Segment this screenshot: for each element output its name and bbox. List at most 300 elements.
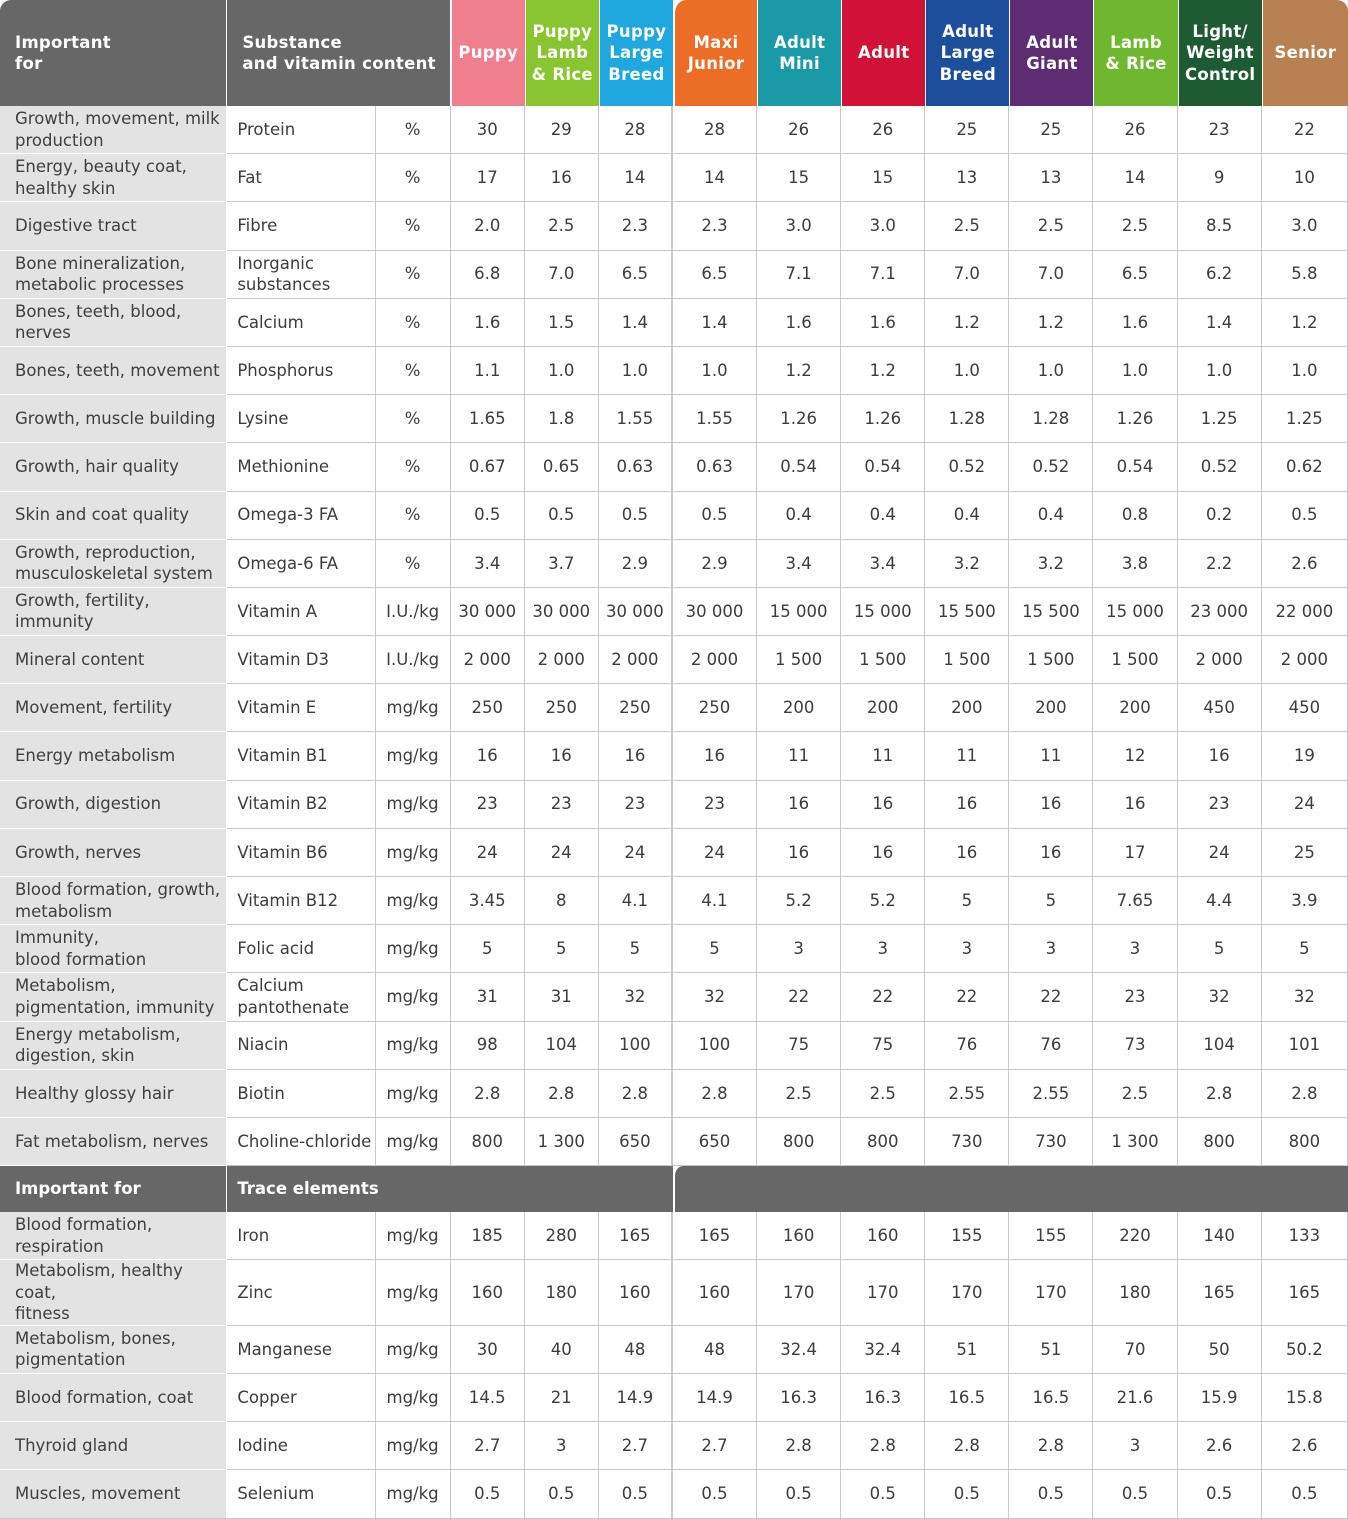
- unit-cell: mg/kg: [376, 684, 451, 732]
- value-cell: 1.28: [925, 395, 1009, 443]
- value-cell: 2.55: [1009, 1070, 1093, 1118]
- value-cell: 1.6: [841, 299, 925, 347]
- substance-cell: Copper: [227, 1374, 375, 1422]
- product-name-line: Weight: [1186, 43, 1254, 63]
- substance-cell: Selenium: [227, 1470, 375, 1518]
- value-cell: 50: [1178, 1326, 1262, 1374]
- value-cell: 2.8: [841, 1422, 925, 1470]
- value-cell: 26: [1093, 106, 1177, 154]
- value-cell: 2 000: [451, 636, 525, 684]
- unit-cell: %: [376, 540, 451, 588]
- value-cell: 12: [1093, 732, 1177, 780]
- substance-cell: Vitamin B12: [227, 877, 375, 925]
- value-cell: 1.0: [1093, 347, 1177, 395]
- value-cell: 140: [1178, 1212, 1262, 1260]
- value-cell: 30: [451, 1326, 525, 1374]
- product-name-line: Puppy: [606, 21, 667, 41]
- value-cell: 2.5: [525, 202, 599, 250]
- unit-cell: %: [376, 251, 451, 299]
- value-cell: 30 000: [673, 588, 757, 636]
- value-cell: 21: [525, 1374, 599, 1422]
- value-cell: 2.5: [757, 1070, 841, 1118]
- unit-cell: mg/kg: [376, 1212, 451, 1260]
- value-cell: 0.5: [525, 492, 599, 540]
- value-cell: 6.5: [673, 251, 757, 299]
- value-cell: 0.5: [599, 492, 673, 540]
- value-cell: 3.9: [1262, 877, 1348, 925]
- product-name-line: Puppy: [458, 43, 519, 63]
- value-cell: 0.5: [525, 1470, 599, 1518]
- table-row: [0, 1070, 1348, 1118]
- value-cell: 1.0: [673, 347, 757, 395]
- unit-cell: mg/kg: [376, 1070, 451, 1118]
- value-cell: 2 000: [673, 636, 757, 684]
- value-cell: 3: [841, 925, 925, 973]
- value-cell: 185: [451, 1212, 525, 1260]
- table-row: [0, 299, 1348, 347]
- value-cell: 1.0: [1262, 347, 1348, 395]
- value-cell: 23: [525, 781, 599, 829]
- value-cell: 3: [1009, 925, 1093, 973]
- substance-cell: Manganese: [227, 1326, 375, 1374]
- value-cell: 0.52: [925, 443, 1009, 491]
- value-cell: 200: [841, 684, 925, 732]
- table-row: [0, 588, 1348, 636]
- header-row: [0, 0, 1348, 106]
- unit-cell: mg/kg: [376, 1118, 451, 1166]
- value-cell: 3: [925, 925, 1009, 973]
- value-cell: 7.65: [1093, 877, 1177, 925]
- value-cell: 0.5: [673, 1470, 757, 1518]
- value-cell: 160: [451, 1260, 525, 1326]
- value-cell: 1.4: [599, 299, 673, 347]
- important-for-cell: Bone mineralization, metabolic processes: [0, 251, 227, 299]
- table-row: [0, 877, 1348, 925]
- table-row: [0, 829, 1348, 877]
- product-name-line: Adult: [773, 32, 826, 52]
- value-cell: 17: [451, 154, 525, 202]
- trace-header-fill: [673, 1166, 1348, 1212]
- value-cell: 16.5: [1009, 1374, 1093, 1422]
- important-for-cell: Blood formation, growth, metabolism: [0, 877, 227, 925]
- value-cell: 2.5: [1093, 202, 1177, 250]
- value-cell: 2.8: [1178, 1070, 1262, 1118]
- substance-cell: Phosphorus: [227, 347, 375, 395]
- product-name-line: Large: [609, 43, 664, 63]
- value-cell: 11: [757, 732, 841, 780]
- value-cell: 2.8: [451, 1070, 525, 1118]
- value-cell: 133: [1262, 1212, 1348, 1260]
- product-name-line: & Rice: [1105, 54, 1167, 73]
- value-cell: 0.67: [451, 443, 525, 491]
- unit-cell: mg/kg: [376, 781, 451, 829]
- product-header: [1093, 0, 1177, 106]
- table-row: [0, 1260, 1348, 1326]
- product-header: [525, 0, 599, 106]
- unit-cell: mg/kg: [376, 732, 451, 780]
- product-name-line: Lamb: [536, 43, 589, 63]
- value-cell: 3.0: [1262, 202, 1348, 250]
- product-name-line: Junior: [687, 54, 745, 73]
- value-cell: 25: [925, 106, 1009, 154]
- unit-cell: mg/kg: [376, 1260, 451, 1326]
- header-substance: Substance and vitamin content: [227, 0, 450, 106]
- value-cell: 1.0: [525, 347, 599, 395]
- value-cell: 3.2: [1009, 540, 1093, 588]
- substance-cell: Niacin: [227, 1022, 375, 1070]
- value-cell: 2.5: [1009, 202, 1093, 250]
- value-cell: 3.8: [1093, 540, 1177, 588]
- value-cell: 31: [525, 973, 599, 1021]
- value-cell: 200: [757, 684, 841, 732]
- value-cell: 1.0: [1178, 347, 1262, 395]
- table-row: [0, 540, 1348, 588]
- important-for-cell: Mineral content: [0, 636, 227, 684]
- unit-cell: mg/kg: [376, 925, 451, 973]
- value-cell: 11: [925, 732, 1009, 780]
- value-cell: 2.9: [673, 540, 757, 588]
- product-name-line: Adult: [858, 43, 910, 63]
- value-cell: 170: [841, 1260, 925, 1326]
- value-cell: 6.8: [451, 251, 525, 299]
- substance-cell: Methionine: [227, 443, 375, 491]
- value-cell: 28: [599, 106, 673, 154]
- table-row: [0, 1326, 1348, 1374]
- product-name-line: Control: [1184, 64, 1256, 84]
- value-cell: 4.4: [1178, 877, 1262, 925]
- value-cell: 5.8: [1262, 251, 1348, 299]
- value-cell: 51: [925, 1326, 1009, 1374]
- important-for-cell: Bones, teeth, blood, nerves: [0, 299, 227, 347]
- important-for-cell: Blood formation, coat: [0, 1374, 227, 1422]
- value-cell: 1.6: [451, 299, 525, 347]
- value-cell: 4.1: [673, 877, 757, 925]
- product-name-line: & Rice: [531, 64, 593, 84]
- value-cell: 1 500: [925, 636, 1009, 684]
- value-cell: 1 500: [841, 636, 925, 684]
- value-cell: 800: [1262, 1118, 1348, 1166]
- value-cell: 1.2: [841, 347, 925, 395]
- value-cell: 220: [1093, 1212, 1177, 1260]
- value-cell: 5.2: [757, 877, 841, 925]
- value-cell: 3.0: [757, 202, 841, 250]
- value-cell: 28: [673, 106, 757, 154]
- substance-cell: Vitamin A: [227, 588, 375, 636]
- product-header: [673, 0, 757, 106]
- value-cell: 800: [451, 1118, 525, 1166]
- value-cell: 3: [1093, 925, 1177, 973]
- value-cell: 2.2: [1178, 540, 1262, 588]
- value-cell: 30: [451, 106, 525, 154]
- value-cell: 15 500: [925, 588, 1009, 636]
- value-cell: 73: [1093, 1022, 1177, 1070]
- value-cell: 15 500: [1009, 588, 1093, 636]
- value-cell: 104: [525, 1022, 599, 1070]
- value-cell: 23: [673, 781, 757, 829]
- value-cell: 51: [1009, 1326, 1093, 1374]
- substance-cell: Fat: [227, 154, 375, 202]
- value-cell: 50.2: [1262, 1326, 1348, 1374]
- value-cell: 200: [1093, 684, 1177, 732]
- substance-cell: Choline-chloride: [227, 1118, 375, 1166]
- value-cell: 2.8: [599, 1070, 673, 1118]
- product-name-line: Giant: [1026, 54, 1078, 73]
- substance-cell: Biotin: [227, 1070, 375, 1118]
- value-cell: 0.4: [757, 492, 841, 540]
- value-cell: 10: [1262, 154, 1348, 202]
- value-cell: 21.6: [1093, 1374, 1177, 1422]
- value-cell: 0.5: [1093, 1470, 1177, 1518]
- value-cell: 31: [451, 973, 525, 1021]
- substance-cell: Vitamin B1: [227, 732, 375, 780]
- value-cell: 29: [525, 106, 599, 154]
- value-cell: 24: [599, 829, 673, 877]
- value-cell: 16: [925, 781, 1009, 829]
- value-cell: 3.2: [925, 540, 1009, 588]
- substance-cell: Omega-6 FA: [227, 540, 375, 588]
- important-for-cell: Fat metabolism, nerves: [0, 1118, 227, 1166]
- unit-cell: %: [376, 154, 451, 202]
- value-cell: 7.0: [525, 251, 599, 299]
- table-row: [0, 1022, 1348, 1070]
- important-for-cell: Movement, fertility: [0, 684, 227, 732]
- value-cell: 0.5: [1009, 1470, 1093, 1518]
- product-header: [757, 0, 841, 106]
- value-cell: 17: [1093, 829, 1177, 877]
- value-cell: 2.5: [841, 1070, 925, 1118]
- value-cell: 5: [525, 925, 599, 973]
- table-row: [0, 1470, 1348, 1518]
- value-cell: 1.6: [757, 299, 841, 347]
- unit-cell: %: [376, 202, 451, 250]
- table-row: [0, 1374, 1348, 1422]
- table-row: [0, 732, 1348, 780]
- value-cell: 2.9: [599, 540, 673, 588]
- value-cell: 2.8: [925, 1422, 1009, 1470]
- table-row: [0, 443, 1348, 491]
- product-name-line: Breed: [939, 64, 997, 84]
- value-cell: 165: [1178, 1260, 1262, 1326]
- important-for-cell: Energy metabolism, digestion, skin: [0, 1022, 227, 1070]
- product-name-line: Puppy: [532, 21, 593, 41]
- value-cell: 250: [525, 684, 599, 732]
- value-cell: 5.2: [841, 877, 925, 925]
- value-cell: 1 300: [525, 1118, 599, 1166]
- value-cell: 15: [841, 154, 925, 202]
- table-row: [0, 781, 1348, 829]
- value-cell: 16: [757, 829, 841, 877]
- product-header: [451, 0, 525, 106]
- important-for-cell: Growth, digestion: [0, 781, 227, 829]
- value-cell: 280: [525, 1212, 599, 1260]
- unit-cell: I.U./kg: [376, 588, 451, 636]
- value-cell: 3.4: [757, 540, 841, 588]
- trace-elements-label: Trace elements: [227, 1166, 673, 1212]
- value-cell: 1.8: [525, 395, 599, 443]
- important-for-cell: Growth, nerves: [0, 829, 227, 877]
- value-cell: 2.8: [1262, 1070, 1348, 1118]
- important-for-cell: Growth, hair quality: [0, 443, 227, 491]
- value-cell: 1 500: [757, 636, 841, 684]
- unit-cell: %: [376, 106, 451, 154]
- value-cell: 22: [1009, 973, 1093, 1021]
- value-cell: 15 000: [1093, 588, 1177, 636]
- unit-cell: mg/kg: [376, 1022, 451, 1070]
- value-cell: 0.52: [1009, 443, 1093, 491]
- value-cell: 7.1: [757, 251, 841, 299]
- unit-cell: mg/kg: [376, 1374, 451, 1422]
- important-for-cell: Metabolism, healthy coat, fitness: [0, 1260, 227, 1326]
- value-cell: 22: [841, 973, 925, 1021]
- value-cell: 16: [525, 732, 599, 780]
- value-cell: 7.0: [1009, 251, 1093, 299]
- value-cell: 22 000: [1262, 588, 1348, 636]
- value-cell: 15.8: [1262, 1374, 1348, 1422]
- value-cell: 1.65: [451, 395, 525, 443]
- important-for-cell: Growth, muscle building: [0, 395, 227, 443]
- value-cell: 450: [1262, 684, 1348, 732]
- product-name-line: Lamb: [1110, 32, 1162, 52]
- value-cell: 16: [841, 781, 925, 829]
- value-cell: 1.25: [1178, 395, 1262, 443]
- value-cell: 180: [1093, 1260, 1177, 1326]
- value-cell: 5: [1262, 925, 1348, 973]
- value-cell: 16: [451, 732, 525, 780]
- value-cell: 23 000: [1178, 588, 1262, 636]
- value-cell: 0.5: [1262, 492, 1348, 540]
- value-cell: 24: [673, 829, 757, 877]
- value-cell: 23: [599, 781, 673, 829]
- unit-cell: %: [376, 443, 451, 491]
- value-cell: 14.5: [451, 1374, 525, 1422]
- value-cell: 16: [1093, 781, 1177, 829]
- value-cell: 5: [673, 925, 757, 973]
- substance-cell: Iodine: [227, 1422, 375, 1470]
- product-name-line: Light/: [1192, 21, 1248, 41]
- substance-cell: Calcium pantothenate: [227, 973, 375, 1021]
- value-cell: 1.4: [673, 299, 757, 347]
- value-cell: 22: [757, 973, 841, 1021]
- important-for-cell: Digestive tract: [0, 202, 227, 250]
- table-row: [0, 395, 1348, 443]
- table-row: [0, 347, 1348, 395]
- value-cell: 1.6: [1093, 299, 1177, 347]
- value-cell: 1.55: [673, 395, 757, 443]
- value-cell: 75: [841, 1022, 925, 1070]
- value-cell: 100: [673, 1022, 757, 1070]
- unit-cell: mg/kg: [376, 829, 451, 877]
- table-row: [0, 1118, 1348, 1166]
- header-important-for: Important for: [0, 0, 227, 106]
- unit-cell: mg/kg: [376, 877, 451, 925]
- value-cell: 30 000: [451, 588, 525, 636]
- value-cell: 650: [599, 1118, 673, 1166]
- important-for-cell: Muscles, movement: [0, 1470, 227, 1518]
- value-cell: 2.6: [1178, 1422, 1262, 1470]
- substance-cell: Vitamin E: [227, 684, 375, 732]
- table-row: [0, 925, 1348, 973]
- value-cell: 48: [673, 1326, 757, 1374]
- value-cell: 75: [757, 1022, 841, 1070]
- product-name-line: Large: [940, 43, 995, 63]
- value-cell: 800: [757, 1118, 841, 1166]
- value-cell: 1.0: [599, 347, 673, 395]
- unit-cell: mg/kg: [376, 973, 451, 1021]
- value-cell: 26: [841, 106, 925, 154]
- table-row: [0, 106, 1348, 154]
- value-cell: 16.3: [757, 1374, 841, 1422]
- value-cell: 2.7: [673, 1422, 757, 1470]
- value-cell: 24: [525, 829, 599, 877]
- value-cell: 2.55: [925, 1070, 1009, 1118]
- value-cell: 1.0: [925, 347, 1009, 395]
- product-name-line: Mini: [779, 54, 820, 73]
- value-cell: 4.1: [599, 877, 673, 925]
- value-cell: 1.28: [1009, 395, 1093, 443]
- table-row: [0, 492, 1348, 540]
- value-cell: 24: [1262, 781, 1348, 829]
- value-cell: 14.9: [599, 1374, 673, 1422]
- value-cell: 6.5: [1093, 251, 1177, 299]
- important-for-cell: Blood formation, respiration: [0, 1212, 227, 1260]
- product-name-line: Breed: [608, 64, 665, 84]
- substance-cell: Lysine: [227, 395, 375, 443]
- table-row: [0, 973, 1348, 1021]
- value-cell: 730: [1009, 1118, 1093, 1166]
- value-cell: 0.52: [1178, 443, 1262, 491]
- value-cell: 1.2: [757, 347, 841, 395]
- value-cell: 25: [1009, 106, 1093, 154]
- value-cell: 2.7: [599, 1422, 673, 1470]
- substance-cell: Vitamin B2: [227, 781, 375, 829]
- value-cell: 2.5: [925, 202, 1009, 250]
- value-cell: 16: [599, 732, 673, 780]
- value-cell: 3.4: [841, 540, 925, 588]
- trace-important-for-label: Important for: [0, 1166, 227, 1212]
- important-for-cell: Bones, teeth, movement: [0, 347, 227, 395]
- value-cell: 1.55: [599, 395, 673, 443]
- product-header: [1178, 0, 1262, 106]
- value-cell: 0.63: [599, 443, 673, 491]
- value-cell: 0.5: [925, 1470, 1009, 1518]
- value-cell: 48: [599, 1326, 673, 1374]
- value-cell: 26: [757, 106, 841, 154]
- product-header: [1009, 0, 1093, 106]
- value-cell: 5: [599, 925, 673, 973]
- important-for-cell: Metabolism, bones, pigmentation: [0, 1326, 227, 1374]
- table-row: [0, 1422, 1348, 1470]
- value-cell: 2.0: [451, 202, 525, 250]
- value-cell: 7.0: [925, 251, 1009, 299]
- value-cell: 170: [1009, 1260, 1093, 1326]
- value-cell: 160: [757, 1212, 841, 1260]
- value-cell: 23: [1178, 106, 1262, 154]
- unit-cell: I.U./kg: [376, 636, 451, 684]
- value-cell: 32: [599, 973, 673, 1021]
- product-header: [925, 0, 1009, 106]
- value-cell: 100: [599, 1022, 673, 1070]
- value-cell: 16: [1009, 781, 1093, 829]
- table-row: [0, 251, 1348, 299]
- table-row: [0, 154, 1348, 202]
- value-cell: 30 000: [525, 588, 599, 636]
- substance-cell: Zinc: [227, 1260, 375, 1326]
- value-cell: 650: [673, 1118, 757, 1166]
- value-cell: 160: [599, 1260, 673, 1326]
- value-cell: 2 000: [1262, 636, 1348, 684]
- value-cell: 9: [1178, 154, 1262, 202]
- value-cell: 3.0: [841, 202, 925, 250]
